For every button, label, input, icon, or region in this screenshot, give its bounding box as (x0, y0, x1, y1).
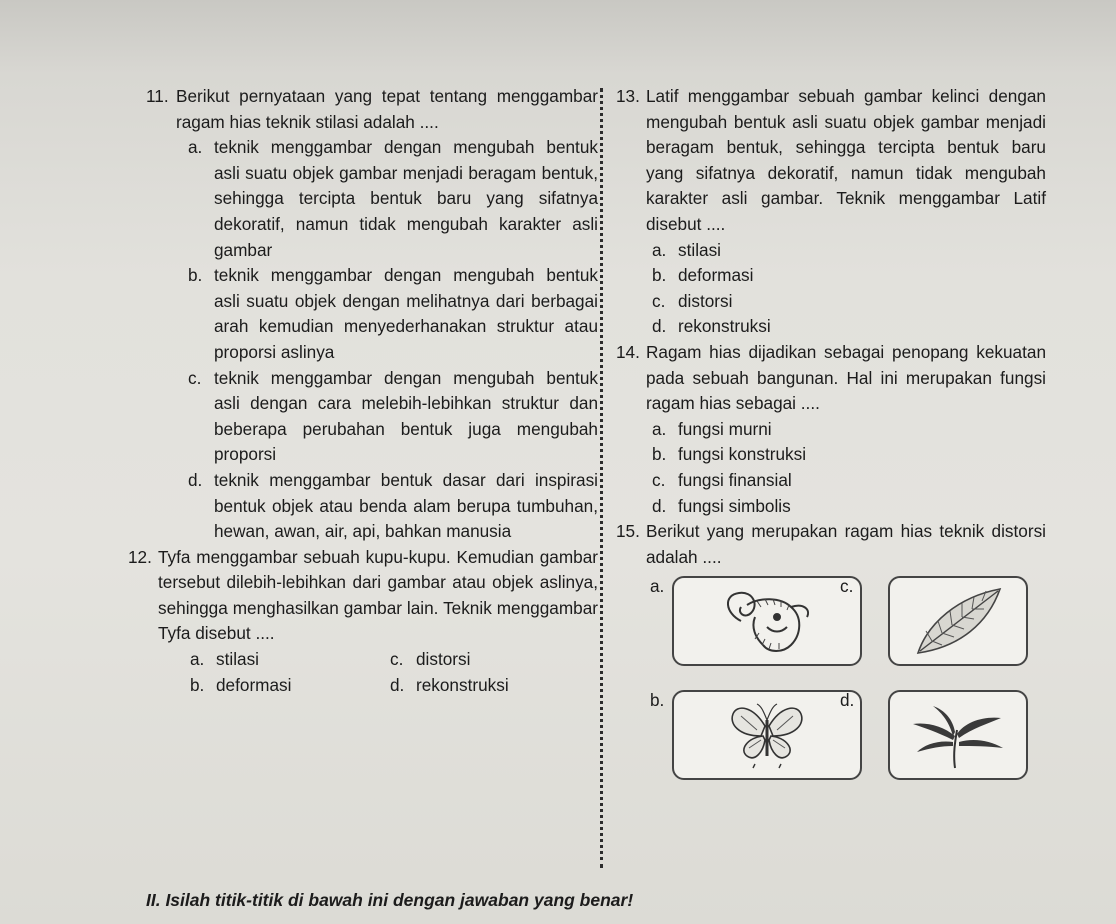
option-c[interactable]: c. distorsi (652, 290, 733, 311)
question-text: Latif menggambar sebuah gambar kelinci dengan mengubah bentuk asli suatu objek gambar menjadi beragam bentuk, sehingga tercipta bentuk baru yang sifatnya dekoratif, namun tidak mengubah karakter asli gambar. Teknik menggambar Latif disebut .... (646, 86, 1046, 234)
question-number: 13. (616, 86, 640, 106)
question-14 (616, 340, 1046, 519)
answer-options (190, 647, 598, 698)
question-11 (146, 84, 598, 545)
ram-head-icon (672, 576, 862, 666)
question-text: Tyfa menggambar sebuah kupu-kupu. Kemudian gambar tersebut dilebih-lebihkan dari gambar atau objek aslinya, sehingga menghasilkan gambar lain. Teknik menggambar Tyfa disebut .... (158, 546, 598, 644)
leaf-icon (888, 576, 1028, 666)
right-column (616, 84, 1046, 782)
option-d[interactable]: d. rekonstruksi (652, 316, 771, 337)
question-number: 14. (616, 341, 640, 362)
option-b[interactable]: b. deformasi (190, 674, 292, 695)
option-c[interactable]: c. distorsi (390, 649, 471, 670)
question-number: 11. (146, 86, 169, 106)
option-a[interactable]: a. stilasi (190, 649, 259, 670)
option-a[interactable]: a. fungsi murni (652, 418, 772, 439)
option-a[interactable]: a. teknik menggambar dengan mengubah bentuk asli suatu objek gambar menjadi beragam bentuk, sehingga tercipta bentuk baru yang sifatnya dekoratif, namun tidak mengubah karakter asli gambar (188, 137, 598, 260)
option-b[interactable]: b. deformasi (652, 265, 754, 286)
option-d[interactable]: d. teknik menggambar bentuk dasar dari inspirasi bentuk objek atau benda alam berupa tumbuhan, hewan, awan, air, api, bahkan manusia (188, 469, 598, 542)
answer-options (652, 238, 1046, 340)
stylized-plant-icon (888, 690, 1028, 780)
question-13 (616, 84, 1046, 340)
option-d[interactable]: d. fungsi simbolis (652, 495, 791, 516)
left-column (128, 84, 598, 698)
column-divider (600, 88, 603, 868)
answer-options (188, 135, 598, 545)
section-2-heading: II. Isilah titik-titik di bawah ini dengan jawaban yang benar! (146, 890, 634, 910)
butterfly-icon (672, 690, 862, 780)
option-a[interactable]: a. stilasi (652, 239, 721, 260)
answer-options (652, 417, 1046, 519)
question-text: Ragam hias dijadikan sebagai penopang kekuatan pada sebuah bangunan. Hal ini merupakan fungsi ragam hias sebagai .... (646, 341, 1046, 414)
question-text: Berikut pernyataan yang tepat tentang menggambar ragam hias teknik stilasi adalah .... (176, 86, 598, 132)
question-number: 15. (616, 521, 640, 542)
question-text: Berikut yang merupakan ragam hias teknik distorsi adalah .... (646, 521, 1046, 567)
option-d[interactable]: d. rekonstruksi (390, 674, 509, 695)
option-c[interactable]: c. teknik menggambar dengan mengubah bentuk asli dengan cara melebih-lebihkan struktur dan beberapa perubahan bentuk juga mengubah proporsi (188, 367, 598, 465)
option-b[interactable]: b. fungsi konstruksi (652, 444, 807, 465)
question-15 (616, 519, 1046, 782)
option-b[interactable]: b. teknik menggambar dengan mengubah bentuk asli suatu objek dengan melihatnya dari berbagai arah kemudian menyederhanakan struktur atau proporsi aslinya (188, 265, 598, 362)
image-options: a. c. b. d. (616, 572, 1046, 782)
question-number: 12. (128, 546, 152, 567)
option-c[interactable]: c. fungsi finansial (652, 469, 792, 490)
question-12 (128, 545, 598, 699)
